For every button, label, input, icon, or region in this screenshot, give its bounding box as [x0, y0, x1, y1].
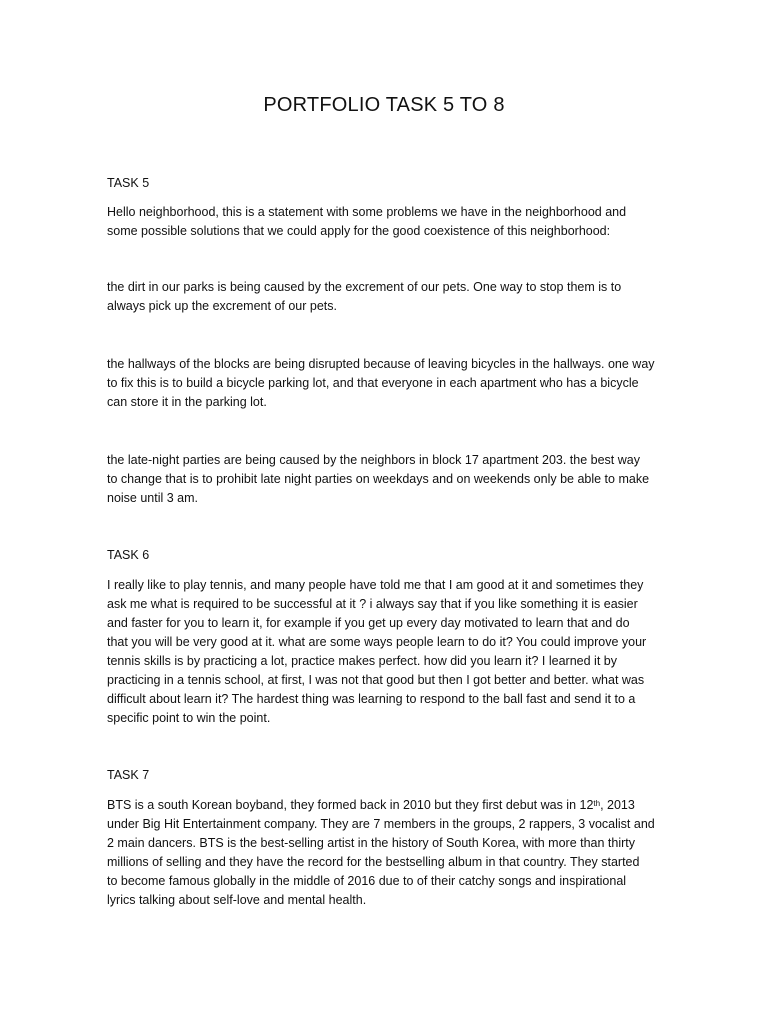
text-line: the hallways of the blocks are being disrupted because of leaving bicycles in the hallways. one way	[107, 357, 655, 371]
text-line: to become famous globally in the middle of 2016 due to of their catchy songs and inspirational	[107, 874, 627, 888]
ordinal-superscript: th	[593, 799, 601, 808]
text-line: lyrics talking about self-love and mental health.	[107, 893, 367, 907]
task7-heading: TASK 7	[107, 768, 150, 782]
text-line: difficult about learn it? The hardest thing was learning to respond to the ball fast and send it to a	[107, 692, 636, 706]
task5-parks-paragraph	[107, 278, 667, 316]
text-line: the dirt in our parks is being caused by the excrement of our pets. One way to stop them is to	[107, 280, 622, 294]
text-line: Hello neighborhood, this is a statement with some problems we have in the neighborhood and	[107, 205, 627, 219]
task6-tennis-paragraph	[107, 576, 667, 728]
task5-heading: TASK 5	[107, 176, 150, 190]
text-line: under Big Hit Entertainment company. They are 7 members in the groups, 2 rappers, 3 vocalist and	[107, 817, 655, 831]
text-line: I really like to play tennis, and many people have told me that I am good at it and sometimes they	[107, 578, 644, 592]
text-line: the late-night parties are being caused by the neighbors in block 17 apartment 203. the best way	[107, 453, 640, 467]
text-line: practicing in a tennis school, at first, I was not that good but then I got better and better. what was	[107, 673, 645, 687]
text-line: tennis skills is by practicing a lot, practice makes perfect. how did you learn it? I learned it by	[107, 654, 617, 668]
text-line: can store it in the parking lot.	[107, 395, 267, 409]
task5-hallways-paragraph	[107, 355, 667, 412]
text-line: millions of selling and they have the record for the bestselling album in that country. They started	[107, 855, 640, 869]
text-line: to fix this is to build a bicycle parking lot, and that everyone in each apartment who has a bicycle	[107, 376, 639, 390]
text-line: to change that is to prohibit late night parties on weekdays and on weekends only be able to make	[107, 472, 650, 486]
task6-heading: TASK 6	[107, 548, 150, 562]
text-line	[107, 796, 667, 815]
text-line: noise until 3 am.	[107, 491, 199, 505]
text-line: some possible solutions that we could apply for the good coexistence of this neighborhood:	[107, 224, 611, 238]
task5-intro-paragraph	[107, 203, 667, 241]
text-segment: BTS is a south Korean boyband, they formed back in 2010 but they first debut was in 12	[107, 798, 594, 812]
document-title: PORTFOLIO TASK 5 TO 8	[263, 94, 505, 116]
text-line: always pick up the excrement of our pets.	[107, 299, 337, 313]
text-line: and faster for you to learn it, for example if you get up every day motivated to learn that and do	[107, 616, 630, 630]
text-segment: , 2013	[600, 798, 635, 812]
text-line: that you will be very good at it. what are some ways people learn to do it? You could improve your	[107, 635, 647, 649]
text-line: 2 main dancers. BTS is the best-selling artist in the history of South Korea, with more than thirty	[107, 836, 636, 850]
text-line: ask me what is required to be successful at it ? i always say that if you like something it is easier	[107, 597, 638, 611]
task5-parties-paragraph	[107, 451, 667, 508]
text-line: specific point to win the point.	[107, 711, 271, 725]
task7-bts-paragraph	[107, 796, 667, 910]
